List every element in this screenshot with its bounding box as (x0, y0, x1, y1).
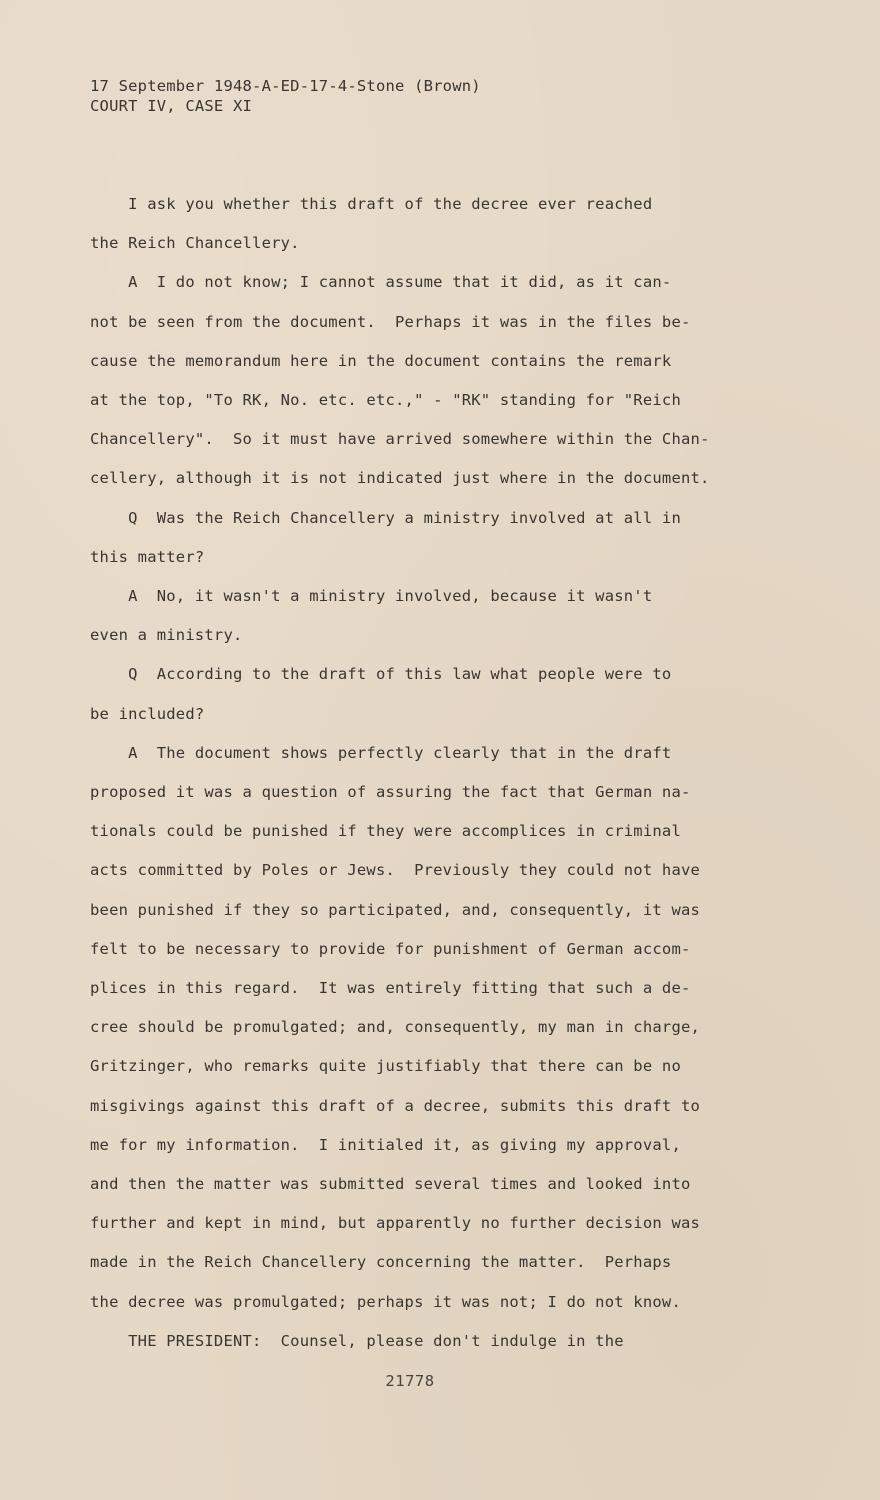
transcript-line: Gritzinger, who remarks quite justifiably that there can be no (90, 1057, 681, 1076)
transcript-line: further and kept in mind, but apparently no further decision was (90, 1214, 701, 1233)
transcript-line: plices in this regard. It was entirely fitting that such a de- (90, 979, 691, 997)
transcript-line: Chancellery". So it must have arrived somewhere within the Chan- (90, 430, 710, 449)
transcript-line: at the top, "To RK, No. etc. etc.," - "RK" standing for "Reich (90, 391, 681, 409)
transcript-line: made in the Reich Chancellery concerning the matter. Perhaps (90, 1253, 672, 1272)
transcript-line: misgivings against this draft of a decree, submits this draft to (90, 1096, 701, 1115)
transcript-line: A No, it wasn't a ministry involved, because it wasn't (90, 587, 653, 605)
transcript-line: tionals could be punished if they were accomplices in criminal (90, 822, 681, 841)
transcript-line: Q Was the Reich Chancellery a ministry involved at all in (90, 508, 681, 527)
transcript-line: and then the matter was submitted several times and looked into (90, 1175, 691, 1193)
transcript-line: proposed it was a question of assuring the fact that German na- (90, 783, 691, 801)
transcript-line: not be seen from the document. Perhaps it was in the files be- (90, 312, 691, 331)
transcript-line: cree should be promulgated; and, consequently, my man in charge, (90, 1018, 701, 1037)
header-court-case: COURT IV, CASE XI (90, 97, 253, 115)
transcript-line: been punished if they so participated, and, consequently, it was (90, 900, 701, 919)
transcript-line: be included? (90, 704, 205, 723)
transcript-line: even a ministry. (90, 626, 243, 645)
transcript-line: A The document shows perfectly clearly that in the draft (90, 743, 672, 762)
document-header (90, 76, 481, 116)
transcript-line: me for my information. I initialed it, as giving my approval, (90, 1135, 681, 1154)
transcript-line: acts committed by Poles or Jews. Previously they could not have (90, 861, 701, 880)
transcript-line: this matter? (90, 547, 205, 566)
header-date-reference: 17 September 1948-A-ED-17-4-Stone (Brown) (90, 77, 481, 95)
transcript-line: cellery, although it is not indicated just where in the document. (90, 469, 710, 488)
transcript-line: I ask you whether this draft of the decree ever reached (90, 195, 653, 213)
transcript-line: Q According to the draft of this law what people were to (90, 665, 672, 684)
transcript-line: THE PRESIDENT: Counsel, please don't indulge in the (90, 1331, 624, 1350)
transcript-line: the decree was promulgated; perhaps it was not; I do not know. (90, 1292, 681, 1311)
transcript-line: A I do not know; I cannot assume that it did, as it can- (90, 273, 672, 292)
page-number: 21778 (385, 1372, 435, 1390)
transcript-line: the Reich Chancellery. (90, 234, 300, 253)
transcript-line: felt to be necessary to provide for punishment of German accom- (90, 939, 691, 958)
transcript-line: cause the memorandum here in the document contains the remark (90, 351, 672, 370)
